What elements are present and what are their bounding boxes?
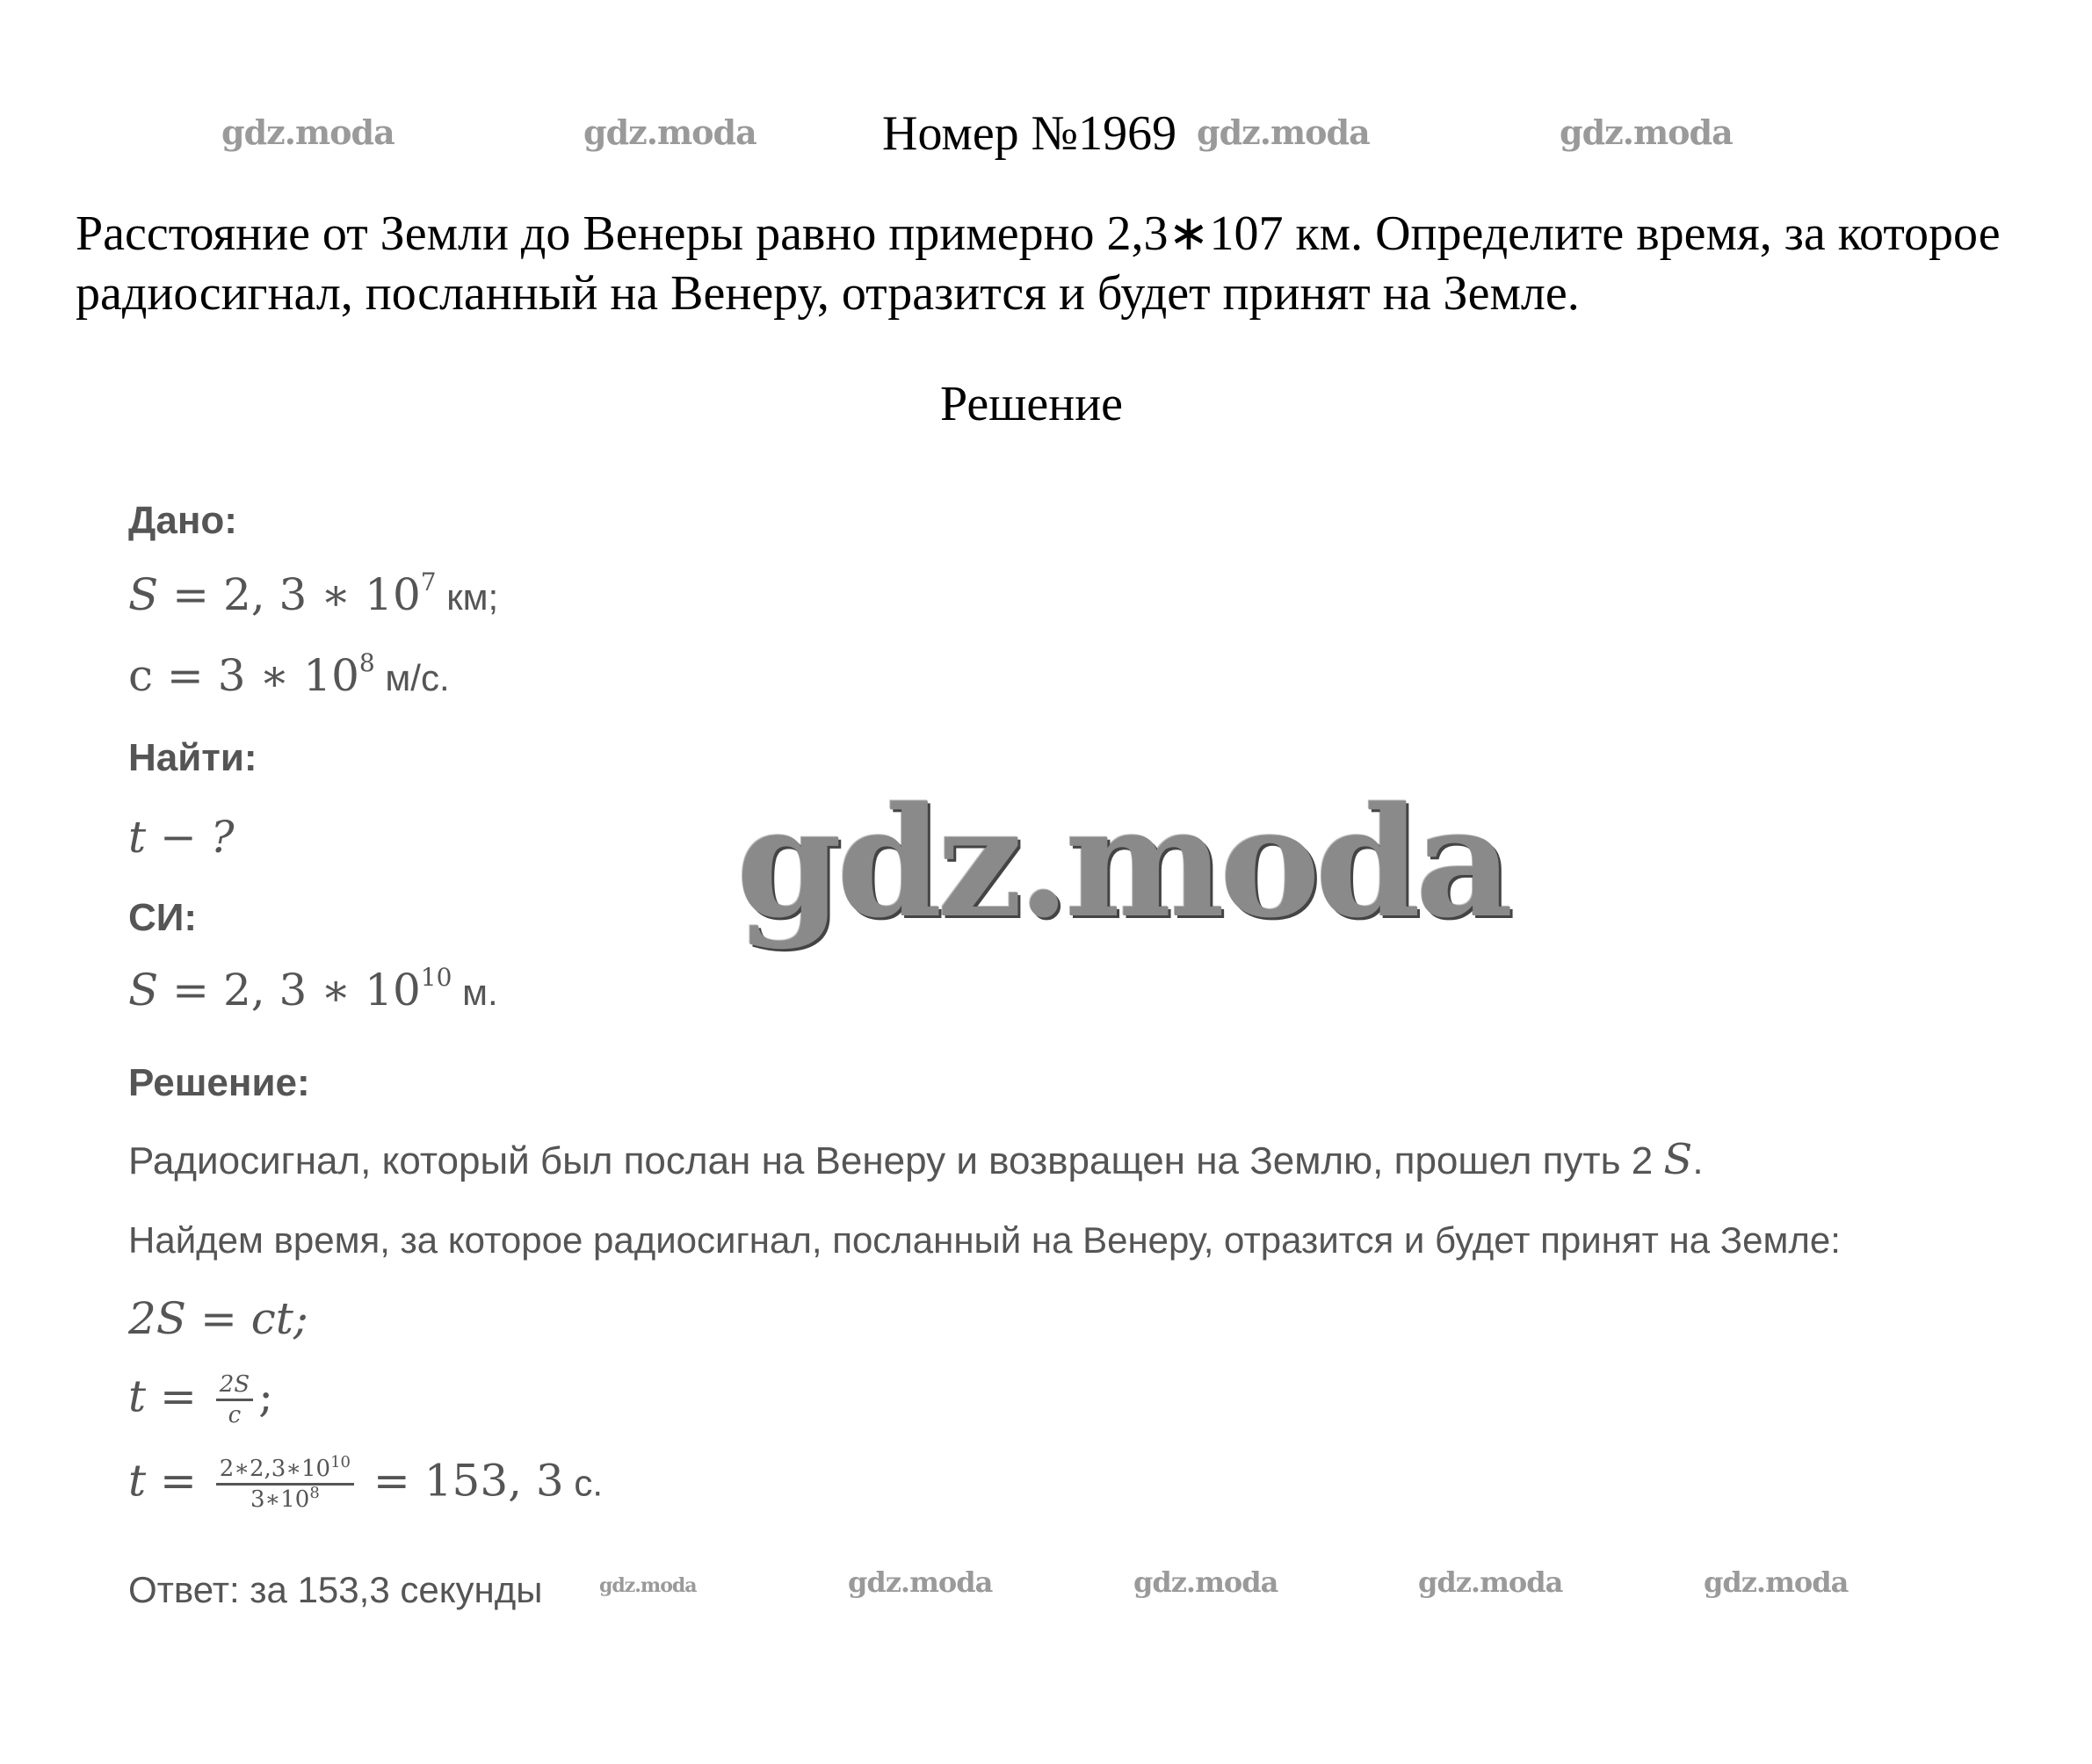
fraction-numerator: [216, 1455, 354, 1486]
si-distance-exp: 10: [420, 963, 452, 992]
given-distance: [128, 569, 498, 620]
solution-line-1: [128, 1135, 1704, 1184]
si-distance-eq: = 2, 3 ∗ 10: [158, 965, 421, 1016]
equation-3-result: = 153, 3: [359, 1455, 564, 1507]
si-distance: [128, 965, 498, 1016]
fraction-denominator: c: [228, 1402, 242, 1428]
given-speed-exp: 8: [358, 648, 375, 677]
solution-heading: Решение: [940, 377, 1124, 431]
si-distance-unit: м.: [452, 972, 498, 1013]
solution-line-1-text: Радиосигнал, который был послан на Венеру и возвращен на Землю, прошел путь 2: [128, 1139, 1664, 1182]
equation-2-lhs: t =: [128, 1370, 211, 1422]
watermark-small: gdz.moda: [848, 1565, 993, 1599]
given-label: Дано:: [128, 499, 237, 542]
fraction-numerator: 2S: [216, 1370, 253, 1401]
watermark-small: gdz.moda: [599, 1574, 697, 1597]
page-title: Номер №1969: [882, 106, 1177, 161]
var-c: с: [128, 650, 154, 701]
equation-2-end: ;: [258, 1370, 273, 1422]
watermark-large: gdz.moda: [736, 773, 1509, 951]
fraction-denominator-exp: 8: [309, 1484, 320, 1502]
watermark-small: gdz.moda: [221, 112, 395, 152]
equation-1: 2S = ct;: [128, 1293, 308, 1344]
solution-line-2: Найдем время, за которое радиосигнал, посланный на Венеру, отразится и будет принят на Земле:: [128, 1219, 1841, 1261]
fraction-denominator: [216, 1486, 354, 1514]
fraction-denominator-base: 3∗10: [250, 1486, 310, 1513]
problem-text: Расстояние от Земли до Венеры равно примерно 2,3∗107 км. Определите время, за которое радиосигнал, посланный на Венеру, отразится и будет принят на Земле.: [76, 206, 2001, 321]
equation-2-fraction: [216, 1370, 253, 1429]
given-speed-eq: = 3 ∗ 10: [153, 650, 359, 701]
var-s: S: [128, 965, 159, 1016]
equation-2: [128, 1370, 273, 1429]
fraction-numerator-exp: 10: [330, 1453, 351, 1471]
watermark-small: gdz.moda: [1560, 112, 1733, 152]
given-speed: [128, 650, 450, 701]
var-s: S: [128, 569, 159, 620]
watermark-small: gdz.moda: [1133, 1565, 1278, 1599]
watermark-small: gdz.moda: [1197, 112, 1370, 152]
answer: Ответ: за 153,3 секунды: [128, 1569, 543, 1610]
equation-3-lhs: t =: [128, 1455, 211, 1507]
equation-3: [128, 1455, 603, 1514]
solution-line-1-end: .: [1692, 1139, 1704, 1182]
si-label: СИ:: [128, 896, 198, 939]
solve-label: Решение:: [128, 1061, 310, 1104]
watermark-small: gdz.moda: [1418, 1565, 1563, 1599]
fraction-numerator-base: 2∗2,3∗10: [219, 1456, 331, 1482]
var-s: S: [1663, 1135, 1693, 1184]
given-distance-unit: км;: [436, 576, 499, 618]
find-label: Найти:: [128, 736, 257, 779]
given-distance-eq: = 2, 3 ∗ 10: [158, 569, 421, 620]
equation-3-unit: с.: [563, 1462, 604, 1504]
find-value: t − ?: [128, 812, 235, 863]
given-speed-unit: м/с.: [374, 657, 450, 698]
watermark-small: gdz.moda: [583, 112, 756, 152]
equation-3-fraction: [216, 1455, 354, 1514]
watermark-small: gdz.moda: [1704, 1565, 1849, 1599]
given-distance-exp: 7: [420, 568, 437, 596]
